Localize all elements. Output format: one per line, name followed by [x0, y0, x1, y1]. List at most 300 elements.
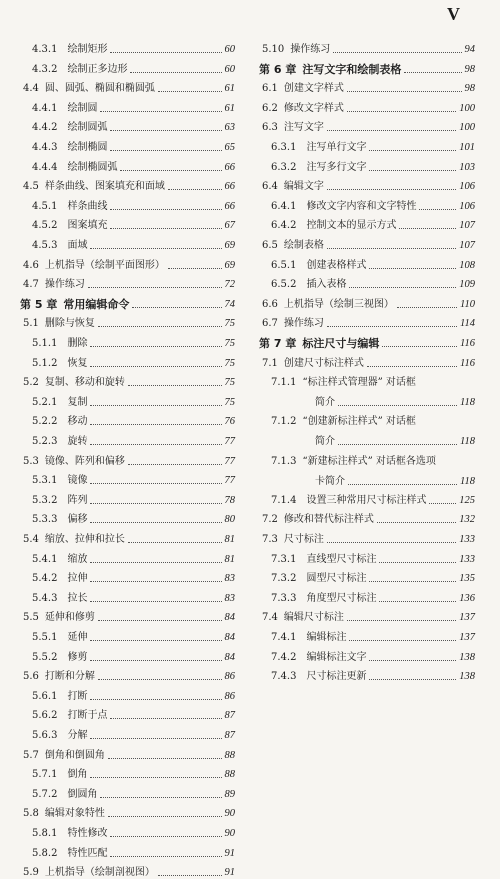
toc-entry-number: 7.3.1	[271, 553, 297, 565]
toc-entry-title: 标注尺寸与编辑	[302, 337, 380, 350]
dot-leader	[90, 424, 221, 425]
dot-leader	[168, 189, 222, 190]
toc-entry-page: 89	[224, 788, 235, 800]
toc-entry[interactable]	[259, 514, 475, 526]
toc-entry-page: 98	[464, 83, 475, 95]
toc-entry[interactable]	[259, 554, 475, 566]
dot-leader	[377, 522, 456, 523]
toc-entry-title: 绘制椭圆	[67, 142, 108, 153]
toc-entry-number: 7.3	[262, 534, 278, 545]
toc-entry[interactable]	[20, 710, 235, 722]
dot-leader	[327, 130, 456, 131]
toc-entry[interactable]	[20, 318, 235, 330]
toc-entry-title: 编辑标注	[306, 632, 347, 643]
toc-entry-page: 133	[459, 534, 475, 545]
toc-entry[interactable]	[259, 573, 475, 585]
toc-chapter[interactable]	[259, 338, 475, 350]
toc-entry-page: 84	[224, 612, 235, 624]
dot-leader	[90, 738, 221, 739]
toc-entry-title: 图案填充	[67, 220, 108, 232]
toc-entry-number: 第 7 章	[259, 337, 297, 350]
toc-entry[interactable]	[259, 240, 475, 252]
toc-entry-title: 常用编辑命令	[63, 297, 130, 311]
toc-entry[interactable]	[20, 867, 235, 879]
toc-entry-number: 4.5.2	[32, 220, 58, 232]
toc-entry[interactable]	[20, 240, 235, 252]
toc-entry-page: 74	[224, 298, 235, 310]
toc-entry-number: 5.6.2	[32, 710, 58, 722]
dot-leader	[327, 248, 456, 249]
toc-entry-number: 7.4.3	[271, 671, 297, 683]
dot-leader	[90, 503, 221, 504]
toc-entry[interactable]	[259, 632, 475, 644]
dot-leader	[128, 385, 222, 386]
toc-entry[interactable]	[20, 828, 235, 840]
dot-leader	[110, 150, 221, 151]
toc-entry[interactable]	[259, 612, 475, 624]
dot-leader	[382, 346, 457, 347]
toc-entry-title: 删除	[67, 338, 88, 349]
toc-entry-number: 6.4.1	[271, 200, 297, 212]
toc-entry-number: 5.6.1	[32, 690, 58, 702]
toc-left-column	[20, 44, 235, 879]
toc-entry-title: 绘制表格	[283, 240, 324, 251]
toc-entry-title: 尺寸标注更新	[306, 671, 367, 683]
toc-entry-title: 删除与恢复	[44, 318, 95, 330]
toc-entry-page: 94	[464, 44, 475, 55]
toc-entry[interactable]	[20, 691, 235, 703]
toc-entry-page: 138	[459, 651, 475, 663]
toc-entry-number: 6.4.2	[271, 220, 297, 232]
toc-entry-number: 4.5	[23, 181, 39, 193]
toc-entry-page: 87	[224, 710, 235, 722]
toc-entry[interactable]	[20, 279, 235, 291]
dot-leader	[349, 287, 456, 288]
toc-entry[interactable]	[20, 848, 235, 860]
toc-entry-title: 绘制正多边形	[67, 63, 128, 75]
dot-leader	[369, 268, 456, 269]
toc-entry-page: 136	[459, 592, 475, 604]
toc-entry-page: 66	[224, 181, 235, 193]
toc-entry-number: 5.8.2	[32, 847, 58, 859]
toc-entry-title: 绘制圆	[67, 102, 98, 114]
toc-entry-page: 66	[224, 161, 235, 173]
toc-entry[interactable]	[20, 789, 235, 801]
toc-entry-number: 7.1.3	[271, 455, 297, 467]
toc-entry-page: 75	[224, 357, 235, 369]
toc-right-column	[259, 44, 475, 744]
toc-entry-number: 7.3.2	[271, 573, 297, 585]
toc-entry-number: 7.4	[262, 612, 278, 624]
toc-entry-page: 133	[459, 553, 475, 565]
toc-entry-page: 61	[224, 83, 235, 95]
toc-entry[interactable]	[20, 181, 235, 193]
toc-entry[interactable]	[259, 593, 475, 605]
toc-entry-title: 编辑标注文字	[306, 651, 367, 663]
dot-leader	[348, 484, 457, 485]
dot-leader	[347, 620, 456, 621]
toc-entry[interactable]	[259, 83, 475, 95]
toc-entry-title: 拉长	[67, 592, 88, 604]
toc-entry-title: 延伸	[67, 632, 88, 643]
toc-entry-number: 4.4.2	[32, 122, 58, 134]
dot-leader	[110, 718, 221, 719]
dot-leader	[108, 816, 222, 817]
toc-entry-number: 5.5.1	[32, 632, 58, 643]
dot-leader	[327, 189, 456, 190]
toc-entry-number: 7.1.4	[271, 494, 297, 506]
toc-entry-page: 77	[224, 455, 235, 467]
toc-entry-page: 116	[460, 357, 475, 369]
toc-entry-number: 6.6	[262, 298, 278, 310]
toc-entry-page: 118	[460, 475, 475, 487]
toc-entry-title: 阵列	[67, 494, 88, 506]
toc-entry[interactable]	[20, 750, 235, 762]
toc-entry-title: 修改文字内容和文字特性	[306, 200, 417, 212]
toc-entry-page: 83	[224, 592, 235, 604]
toc-entry-page: 72	[224, 279, 235, 291]
toc-entry[interactable]	[20, 730, 235, 742]
toc-entry-page: 90	[224, 808, 235, 820]
toc-entry[interactable]	[259, 377, 475, 409]
toc-entry[interactable]	[20, 201, 235, 213]
toc-entry[interactable]	[20, 495, 235, 507]
toc-entry[interactable]	[20, 573, 235, 585]
toc-entry-number: 5.4	[23, 534, 39, 545]
toc-entry-page: 75	[224, 396, 235, 408]
toc-entry[interactable]	[259, 534, 475, 546]
toc-entry-number: 5.2.2	[32, 416, 58, 428]
toc-entry-title: 操作练习	[44, 279, 85, 291]
toc-entry-page: 60	[224, 63, 235, 75]
toc-entry[interactable]	[20, 671, 235, 683]
toc-entry-title: 注写文字和绘制表格	[302, 62, 402, 76]
toc-entry[interactable]	[259, 181, 475, 193]
toc-entry-page: 88	[224, 769, 235, 781]
toc-entry-page: 114	[460, 318, 475, 330]
toc-entry-page: 87	[224, 730, 235, 741]
toc-entry-page: 108	[459, 259, 475, 271]
toc-entry-title: 注写多行文字	[306, 161, 367, 173]
toc-entry-number: 6.3	[262, 122, 278, 134]
toc-entry-number: 5.3.1	[32, 475, 58, 487]
toc-entry-number: 7.4.1	[271, 632, 297, 643]
dot-leader	[90, 660, 221, 661]
dot-leader	[419, 209, 456, 210]
toc-entry-title: 样条曲线、图案填充和面域	[44, 181, 165, 193]
toc-entry-title: 创建文字样式	[283, 83, 344, 95]
toc-entry-page: 88	[224, 749, 235, 761]
toc-entry-number: 5.2.3	[32, 436, 58, 447]
toc-entry-title: 延伸和修剪	[44, 612, 95, 624]
toc-entry-page: 69	[224, 259, 235, 271]
toc-entry-title: 上机指导（绘制剖视图）	[44, 867, 155, 879]
toc-entry[interactable]	[259, 220, 475, 232]
dot-leader	[338, 405, 457, 406]
dot-leader	[379, 562, 456, 563]
toc-entry-page: 107	[459, 220, 475, 232]
dot-leader	[90, 562, 221, 563]
toc-entry-number: 5.5.2	[32, 651, 58, 663]
toc-entry-title-continued: 简介	[315, 397, 335, 409]
toc-entry-title: 镜像	[67, 475, 88, 487]
toc-entry[interactable]	[20, 612, 235, 624]
toc-entry-number: 5.2.1	[32, 396, 58, 408]
toc-entry[interactable]	[20, 652, 235, 664]
dot-leader	[379, 601, 456, 602]
toc-entry-number: 5.8	[23, 808, 39, 820]
toc-entry-title: 偏移	[67, 514, 88, 526]
dot-leader	[120, 170, 221, 171]
toc-entry-number: 第 6 章	[259, 62, 297, 76]
toc-entry[interactable]	[259, 201, 475, 213]
dot-leader	[369, 660, 456, 661]
toc-entry-page: 90	[224, 828, 235, 839]
toc-entry[interactable]	[259, 652, 475, 664]
toc-entry-number: 5.8.1	[32, 828, 58, 839]
toc-entry[interactable]	[20, 260, 235, 272]
toc-entry-page: 106	[459, 200, 475, 212]
toc-entry-number: 5.4.1	[32, 553, 58, 565]
toc-entry-page: 100	[459, 122, 475, 134]
toc-entry[interactable]	[20, 338, 235, 350]
toc-entry[interactable]	[20, 220, 235, 232]
toc-entry[interactable]	[259, 162, 475, 174]
dot-leader	[158, 91, 222, 92]
toc-entry-number: 4.4	[23, 83, 39, 95]
toc-entry[interactable]	[20, 456, 235, 468]
toc-entry[interactable]	[20, 475, 235, 487]
dot-leader	[397, 307, 457, 308]
toc-entry-title: 倒圆角	[67, 788, 98, 800]
toc-entry-number: 5.7	[23, 749, 39, 761]
toc-entry[interactable]	[20, 103, 235, 115]
dot-leader	[110, 52, 221, 53]
dot-leader	[90, 601, 221, 602]
toc-entry[interactable]	[259, 358, 475, 370]
toc-entry-page: 65	[224, 142, 235, 153]
dot-leader	[158, 875, 222, 876]
dot-leader	[404, 72, 461, 73]
dot-leader	[333, 52, 461, 53]
toc-entry-page: 76	[224, 416, 235, 428]
dot-leader	[128, 464, 222, 465]
toc-entry-page: 63	[224, 122, 235, 134]
toc-entry-title: 编辑尺寸标注	[283, 612, 344, 624]
toc-entry[interactable]	[20, 554, 235, 566]
toc-entry-title: 控制文本的显示方式	[306, 220, 397, 232]
dot-leader	[110, 209, 221, 210]
toc-entry-title: 分解	[67, 730, 88, 741]
toc-entry-number: 6.7	[262, 318, 278, 330]
toc-entry-number: 5.7.1	[32, 769, 58, 781]
toc-entry[interactable]	[259, 103, 475, 115]
toc-entry-title: 插入表格	[306, 279, 347, 291]
toc-entry-title: 修剪	[67, 651, 88, 663]
toc-entry-title: 注写单行文字	[306, 142, 367, 153]
toc-entry[interactable]	[20, 808, 235, 820]
toc-entry-title: “新建标注样式” 对话框各选项	[302, 455, 436, 467]
dot-leader	[110, 130, 221, 131]
toc-entry-title: 缩放	[67, 553, 88, 565]
toc-entry[interactable]	[20, 397, 235, 409]
toc-entry-number: 6.3.2	[271, 161, 297, 173]
toc-entry-title: 缩放、拉伸和拉长	[44, 534, 125, 545]
toc-entry-title: 倒角	[67, 769, 88, 781]
dot-leader	[367, 366, 457, 367]
toc-entry-title: 圆型尺寸标注	[306, 573, 367, 585]
toc-entry-title: 操作练习	[290, 44, 331, 55]
toc-entry-number: 6.4	[262, 181, 278, 193]
toc-entry-number: 5.4.2	[32, 573, 58, 585]
toc-entry-title: 直线型尺寸标注	[306, 553, 377, 565]
toc-entry-title: 上机指导（绘制三视图）	[283, 298, 394, 310]
toc-entry-number: 7.4.2	[271, 651, 297, 663]
toc-entry[interactable]	[20, 593, 235, 605]
toc-entry[interactable]	[259, 44, 475, 56]
toc-entry-number: 4.4.4	[32, 161, 58, 173]
toc-entry-title: 倒角和倒圆角	[44, 749, 105, 761]
dot-leader	[90, 405, 221, 406]
toc-entry[interactable]	[20, 632, 235, 644]
toc-entry[interactable]	[20, 358, 235, 370]
dot-leader	[429, 503, 456, 504]
toc-entry[interactable]	[20, 416, 235, 428]
toc-entry-page: 77	[224, 475, 235, 487]
dot-leader	[90, 444, 221, 445]
dot-leader	[108, 758, 222, 759]
toc-entry-number: 6.5.1	[271, 259, 297, 271]
toc-entry[interactable]	[259, 122, 475, 134]
toc-entry[interactable]	[20, 162, 235, 174]
toc-entry-title: 圆、圆弧、椭圆和椭圆弧	[44, 83, 155, 95]
toc-entry-number: 5.2	[23, 377, 39, 389]
toc-entry-page: 116	[460, 338, 475, 349]
toc-entry-title: 绘制椭圆弧	[67, 161, 118, 173]
toc-entry[interactable]	[20, 514, 235, 526]
dot-leader	[369, 581, 456, 582]
toc-entry-page: 75	[224, 377, 235, 389]
dot-leader	[132, 307, 221, 308]
toc-entry[interactable]	[259, 456, 475, 488]
dot-leader	[100, 111, 221, 112]
page-number: V	[447, 4, 460, 24]
dot-leader	[90, 581, 221, 582]
toc-entry-number: 5.5	[23, 612, 39, 624]
toc-entry[interactable]	[259, 416, 475, 448]
toc-entry-title: 样条曲线	[67, 200, 108, 212]
toc-entry-title: 特性修改	[67, 828, 108, 839]
dot-leader	[168, 268, 222, 269]
toc-entry-number: 7.2	[262, 514, 278, 526]
toc-entry-page: 75	[224, 318, 235, 330]
toc-entry-number: 7.3.3	[271, 592, 297, 604]
dot-leader	[347, 91, 462, 92]
toc-entry[interactable]	[259, 279, 475, 291]
toc-entry-number: 4.5.3	[32, 240, 58, 251]
dot-leader	[90, 699, 221, 700]
toc-entry-title: 绘制圆弧	[67, 122, 108, 134]
toc-entry-number: 5.3	[23, 455, 39, 467]
toc-chapter[interactable]	[20, 299, 235, 311]
toc-entry-page: 109	[459, 279, 475, 291]
toc-entry-number: 4.3.1	[32, 44, 58, 55]
toc-entry-title: 尺寸标注	[283, 534, 324, 545]
dot-leader	[90, 483, 221, 484]
toc-entry[interactable]	[20, 122, 235, 134]
toc-entry-page: 98	[464, 63, 475, 75]
toc-entry[interactable]	[259, 671, 475, 683]
toc-entry-number: 4.5.1	[32, 200, 58, 212]
toc-entry-page: 83	[224, 573, 235, 585]
toc-entry-title: 角度型尺寸标注	[306, 592, 377, 604]
dot-leader	[90, 640, 221, 641]
toc-entry-page: 80	[224, 514, 235, 526]
toc-chapter[interactable]	[259, 64, 475, 76]
toc-entry-title: 创建尺寸标注样式	[283, 357, 364, 369]
toc-entry[interactable]	[20, 44, 235, 56]
toc-entry[interactable]	[20, 377, 235, 389]
toc-entry-number: 4.4.1	[32, 102, 58, 114]
toc-entry-title: 特性匹配	[67, 847, 108, 859]
toc-entry-title: 移动	[67, 416, 88, 428]
toc-entry[interactable]	[20, 64, 235, 76]
toc-entry-page: 84	[224, 632, 235, 643]
toc-entry[interactable]	[259, 318, 475, 330]
toc-entry-number: 第 5 章	[20, 297, 58, 311]
toc-entry-page: 135	[459, 573, 475, 585]
toc-entry-number: 5.3.3	[32, 514, 58, 526]
toc-entry-number: 4.7	[23, 279, 39, 291]
toc-entry-number: 5.6	[23, 671, 39, 683]
toc-entry[interactable]	[259, 299, 475, 311]
dot-leader	[369, 170, 456, 171]
toc-entry-title: 打断和分解	[44, 671, 95, 683]
toc-entry-number: 6.5	[262, 240, 278, 251]
toc-entry-page: 81	[224, 553, 235, 565]
toc-entry-number: 5.1	[23, 318, 39, 330]
toc-entry[interactable]	[20, 83, 235, 95]
toc-entry[interactable]	[20, 142, 235, 154]
toc-entry[interactable]	[20, 436, 235, 448]
toc-entry-number: 5.10	[262, 44, 285, 55]
toc-entry-title: 旋转	[67, 436, 88, 447]
toc-entry[interactable]	[20, 769, 235, 781]
dot-leader	[347, 111, 456, 112]
toc-entry-page: 118	[460, 436, 475, 448]
toc-entry[interactable]	[259, 260, 475, 272]
toc-entry-title: 修改和替代标注样式	[283, 514, 374, 526]
toc-entry[interactable]	[259, 142, 475, 154]
dot-leader	[349, 640, 456, 641]
toc-entry[interactable]	[259, 495, 475, 507]
toc-entry-page: 78	[224, 494, 235, 506]
toc-entry-title: 设置三种常用尺寸标注样式	[306, 494, 427, 506]
toc-entry-page: 75	[224, 338, 235, 349]
toc-entry-title: 创建表格样式	[306, 259, 367, 271]
dot-leader	[90, 777, 221, 778]
toc-entry-title: 编辑文字	[283, 181, 324, 193]
toc-entry-title: 绘制矩形	[67, 44, 108, 55]
toc-entry-page: 69	[224, 240, 235, 251]
toc-entry-number: 5.1.1	[32, 338, 58, 349]
dot-leader	[130, 72, 221, 73]
toc-entry-number: 7.1	[262, 357, 278, 369]
toc-entry[interactable]	[20, 534, 235, 546]
toc-entry-page: 125	[459, 494, 475, 506]
toc-entry-number: 6.2	[262, 102, 278, 114]
dot-leader	[399, 228, 456, 229]
